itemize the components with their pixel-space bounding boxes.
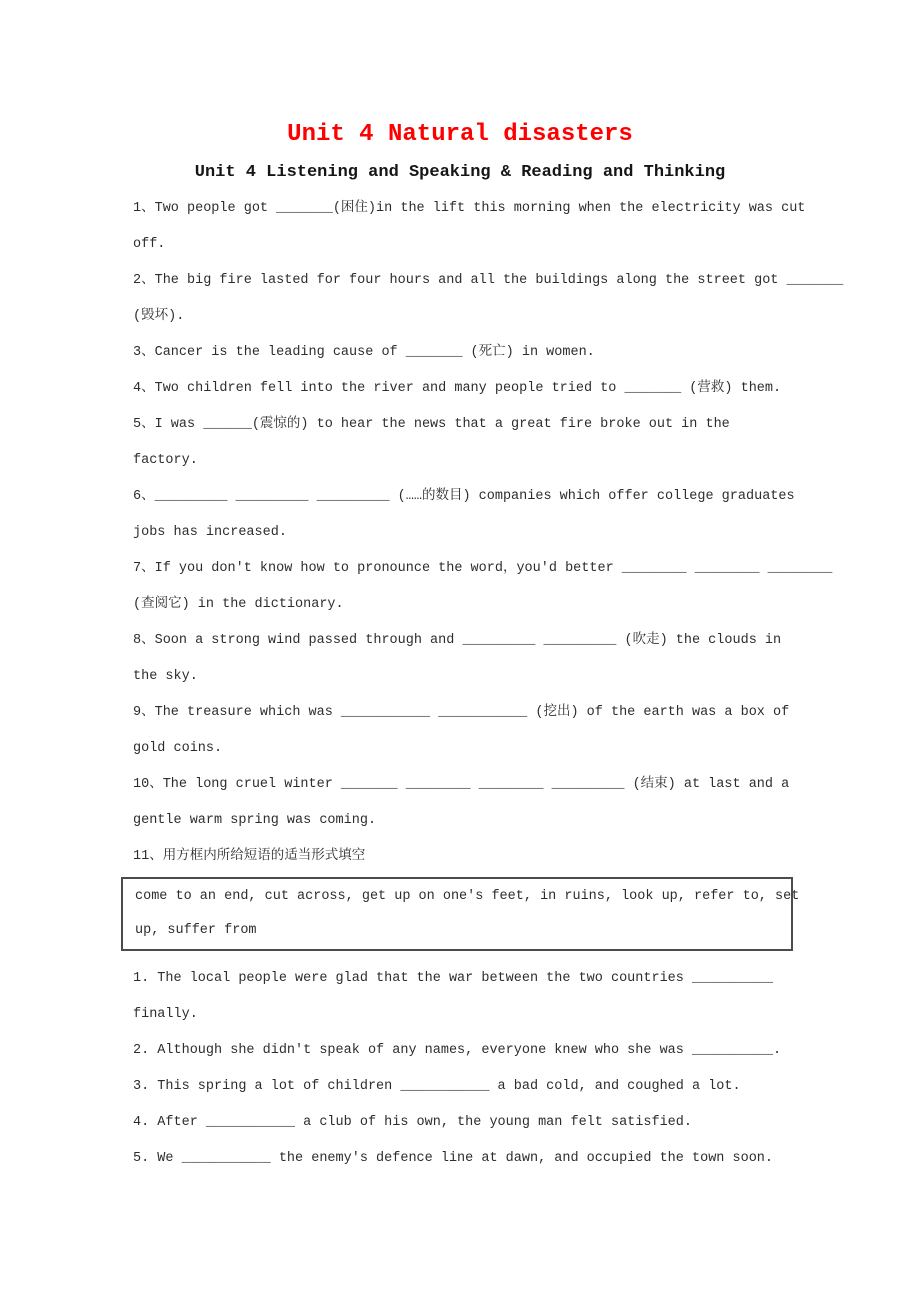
- question-8-line-2: the sky.: [133, 669, 198, 684]
- question-8-line-1: 8、Soon a strong wind passed through and _________ _________ (吹走) the clouds in: [133, 633, 782, 648]
- question-6-line-2: jobs has increased.: [133, 525, 287, 540]
- part2-question-3-line-1: 3. This spring a lot of children ___________ a bad cold, and coughed a lot.: [133, 1079, 741, 1094]
- question-2-line-1: 2、The big fire lasted for four hours and all the buildings along the street got _______: [133, 273, 844, 288]
- question-2-line-2: (毁坏).: [133, 309, 185, 324]
- worksheet-body: [133, 191, 920, 1177]
- question-3-line-1: 3、Cancer is the leading cause of _______ (死亡) in women.: [133, 345, 595, 360]
- question-11-instruction: 11、用方框内所给短语的适当形式填空: [133, 849, 366, 864]
- phrase-bank-line-1: come to an end, cut across, get up on one's feet, in ruins, look up, refer to, set: [135, 889, 800, 904]
- question-7-line-1: 7、If you don't know how to pronounce the word，you'd better ________ ________ ________: [133, 561, 833, 576]
- phrase-bank-box: [121, 877, 800, 951]
- question-10-line-1: 10、The long cruel winter _______ ________ ________ _________ (结束) at last and a: [133, 777, 790, 792]
- question-9-line-2: gold coins.: [133, 741, 223, 756]
- phrase-bank-line-2: up, suffer from: [135, 923, 257, 938]
- question-10-line-2: gentle warm spring was coming.: [133, 813, 377, 828]
- question-4-line-1: 4、Two children fell into the river and many people tried to _______ (营救) them.: [133, 381, 782, 396]
- question-7-line-2: (查阅它) in the dictionary.: [133, 597, 344, 612]
- question-5-line-1: 5、I was ______(震惊的) to hear the news that a great fire broke out in the: [133, 417, 730, 432]
- section-subtitle: Unit 4 Listening and Speaking & Reading and Thinking: [194, 163, 726, 182]
- part2-question-1-line-1: 1. The local people were glad that the war between the two countries __________: [133, 971, 774, 986]
- question-1-line-1: 1、Two people got _______(困住)in the lift this morning when the electricity was cut: [133, 201, 806, 216]
- question-9-line-1: 9、The treasure which was ___________ ___________ (挖出) of the earth was a box of: [133, 705, 790, 720]
- part2-question-4-line-1: 4. After ___________ a club of his own, the young man felt satisfied.: [133, 1115, 692, 1130]
- part2-question-2-line-1: 2. Although she didn't speak of any names, everyone knew who she was __________.: [133, 1043, 782, 1058]
- question-5-line-2: factory.: [133, 453, 198, 468]
- question-6-line-1: 6、_________ _________ _________ (……的数目) companies which offer college graduates: [133, 489, 795, 504]
- part2-question-5-line-1: 5. We ___________ the enemy's defence line at dawn, and occupied the town soon.: [133, 1151, 774, 1166]
- part2-question-1-line-2: finally.: [133, 1007, 198, 1022]
- question-1-line-2: off.: [133, 237, 166, 252]
- page-title: Unit 4 Natural disasters: [287, 121, 633, 148]
